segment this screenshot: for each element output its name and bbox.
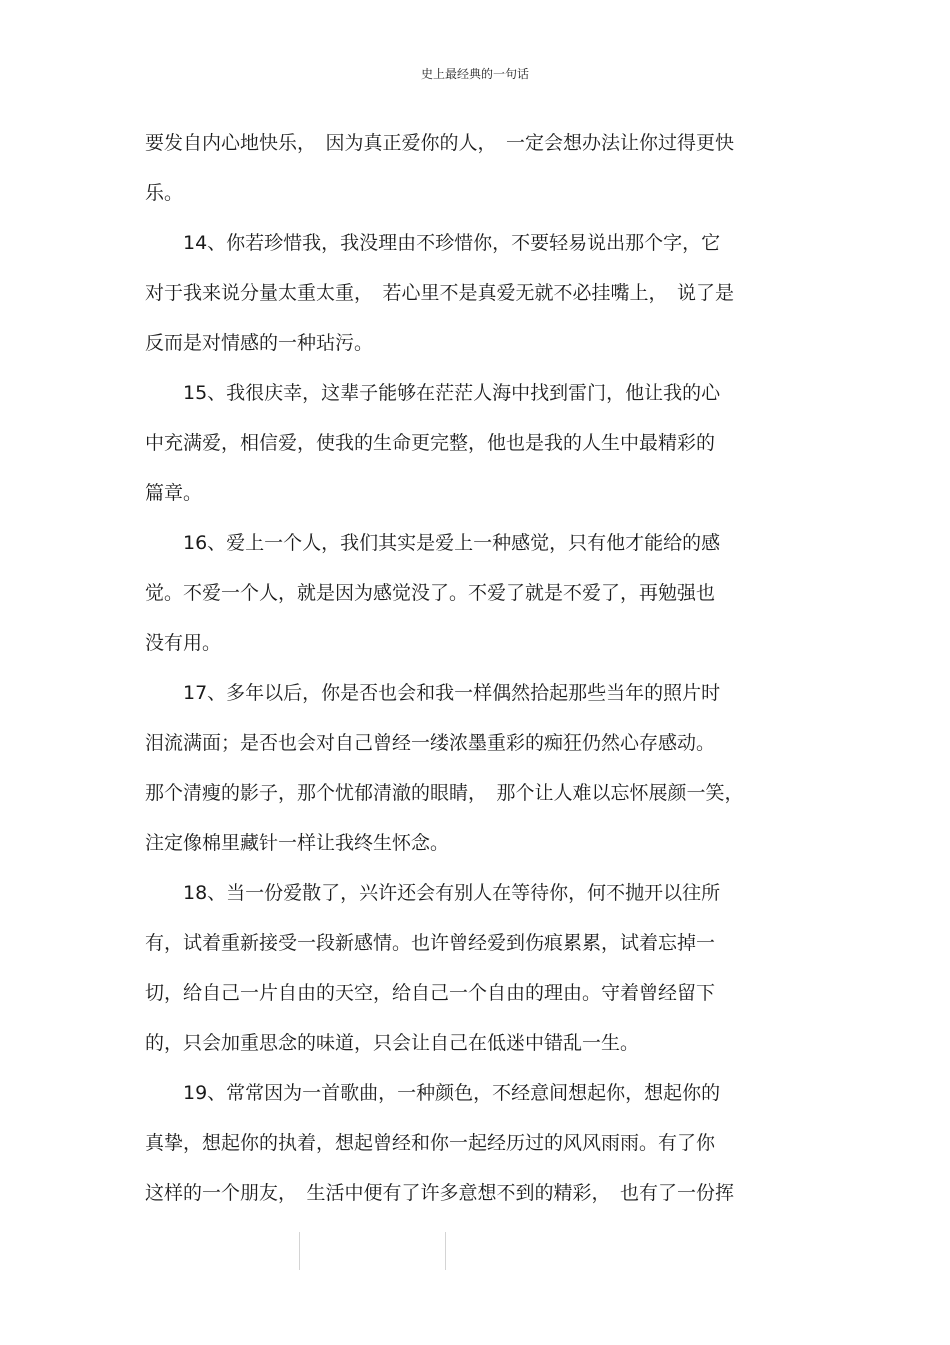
text-line: 15、我很庆幸，这辈子能够在茫茫人海中找到雷门，他让我的心 [145, 382, 721, 404]
page-header-title: 史上最经典的一句话 [420, 67, 529, 81]
text-line: 19、常常因为一首歌曲，一种颜色，不经意间想起你，想起你的 [145, 1082, 721, 1104]
text-line: 篇章。 [145, 482, 203, 504]
footer-divider-right [445, 1232, 446, 1270]
text-line: 觉。不爱一个人，就是因为感觉没了。不爱了就是不爱了，再勉强也 [145, 582, 716, 604]
footer-divider-marks [0, 1232, 950, 1270]
text-line: 要发自内心地快乐， 因为真正爱你的人， 一定会想办法让你过得更快 [145, 132, 735, 154]
text-line: 乐。 [145, 182, 184, 204]
text-line: 这样的一个朋友， 生活中便有了许多意想不到的精彩， 也有了一份挥 [145, 1182, 735, 1204]
text-line: 14、你若珍惜我，我没理由不珍惜你，不要轻易说出那个字，它 [145, 232, 721, 254]
text-line: 反而是对情感的一种玷污。 [145, 332, 374, 354]
text-line: 中充满爱，相信爱，使我的生命更完整，他也是我的人生中最精彩的 [145, 432, 716, 454]
text-line: 没有用。 [145, 632, 222, 654]
text-line: 的，只会加重思念的味道，只会让自己在低迷中错乱一生。 [145, 1032, 640, 1054]
text-line: 真挚，想起你的执着，想起曾经和你一起经历过的风风雨雨。有了你 [145, 1132, 716, 1154]
text-line: 对于我来说分量太重太重， 若心里不是真爱无就不必挂嘴上， 说了是 [145, 282, 735, 304]
text-line: 切，给自己一片自由的天空，给自己一个自由的理由。守着曾经留下 [145, 982, 716, 1004]
text-line: 18、当一份爱散了，兴许还会有别人在等待你，何不抛开以往所 [145, 882, 721, 904]
text-line: 17、多年以后，你是否也会和我一样偶然拾起那些当年的照片时 [145, 682, 721, 704]
footer-divider-left [299, 1232, 300, 1270]
text-line: 那个清瘦的影子，那个忧郁清澈的眼睛， 那个让人难以忘怀展颜一笑， [145, 782, 744, 804]
text-line: 16、爱上一个人，我们其实是爱上一种感觉，只有他才能给的感 [145, 532, 721, 554]
text-line: 有，试着重新接受一段新感情。也许曾经爱到伤痕累累，试着忘掉一 [145, 932, 716, 954]
text-line: 泪流满面；是否也会对自己曾经一缕浓墨重彩的痴狂仍然心存感动。 [145, 732, 716, 754]
body-text [145, 118, 805, 1218]
text-line: 注定像棉里藏针一样让我终生怀念。 [145, 832, 450, 854]
